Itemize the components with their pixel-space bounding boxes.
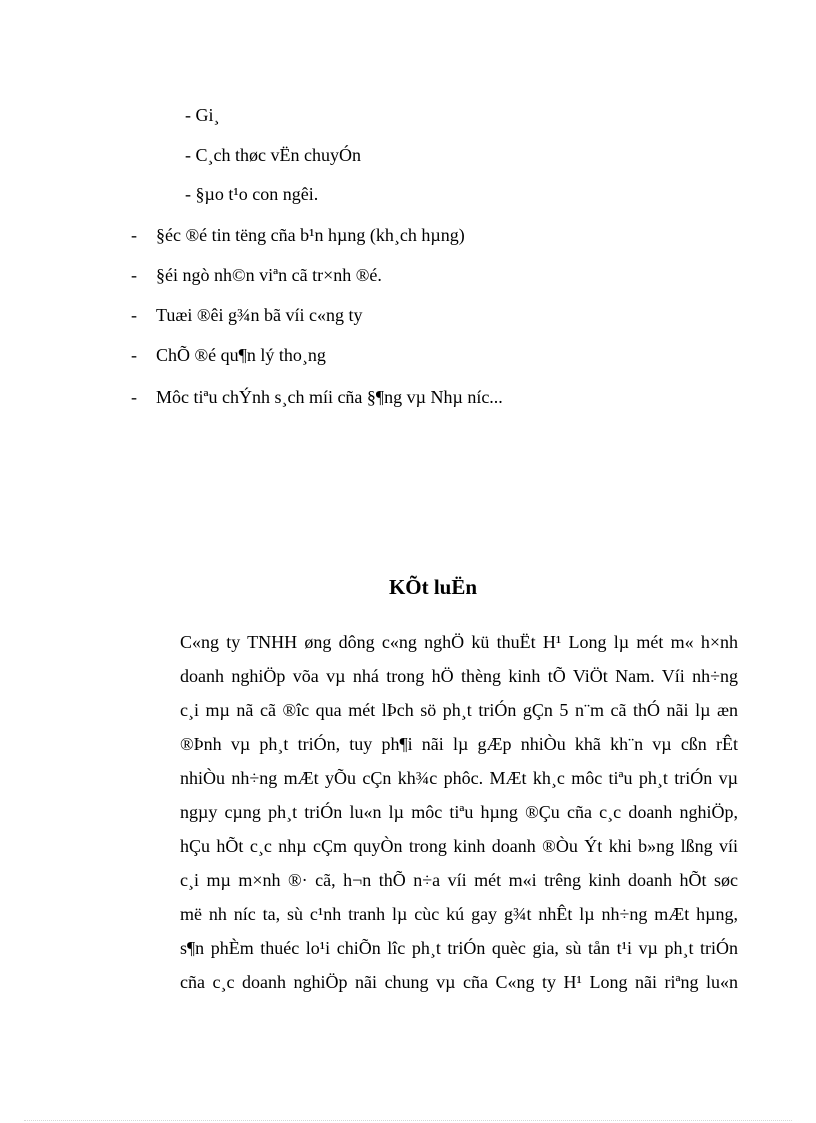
bullet-dash: -	[131, 305, 137, 325]
bullet-text: Tuæi ®êi g¾n bã víi c«ng ty	[156, 305, 363, 325]
bullet-dash: -	[131, 345, 137, 365]
bullet-dash: -	[131, 387, 137, 407]
paragraph-line: c¸i mµ nã cã ®îc qua mét lÞch sö ph¸t triÓn gÇn 5 n¨m cã thÓ nãi lµ æn	[180, 700, 738, 720]
bullet-text: §éc ®é tin tëng cña b¹n hµng (kh¸ch hµng)	[156, 225, 465, 245]
bullet-dash: -	[131, 265, 137, 285]
conclusion-paragraph	[180, 630, 738, 1004]
bullet-dash: -	[131, 225, 137, 245]
conclusion-heading: KÕt luËn	[388, 575, 478, 599]
sub-item-training: - §µo t¹o con ngêi.	[185, 184, 319, 204]
paragraph-line: nhiÒu nh÷ng mÆt yÕu cÇn kh¾c phôc. MÆt kh¸c môc tiªu ph¸t triÓn vµ	[180, 768, 738, 788]
paragraph-line: ®Þnh vµ ph¸t triÓn, tuy ph¶i nãi lµ gÆp nhiÒu khã kh¨n vµ cßn rÊt	[180, 734, 738, 754]
paragraph-line: ngµy cµng ph¸t triÓn lu«n lµ môc tiªu hµng ®Çu cña c¸c doanh nghiÖp,	[180, 802, 738, 822]
sub-item-transport: - C¸ch thøc vËn chuyÓn	[185, 145, 361, 165]
paragraph-line: C«ng ty TNHH øng dông c«ng nghÖ kü thuËt H¹ Long lµ mét m« h×nh	[180, 632, 738, 652]
sub-item-price: - Gi¸	[185, 105, 220, 125]
paragraph-line: doanh nghiÖp võa vµ nhá trong hÖ thèng kinh tÕ ViÖt Nam. Víi nh÷ng	[180, 666, 738, 686]
paragraph-line: më nh níc ta, sù c¹nh tranh lµ cùc kú gay g¾t nhÊt lµ nh÷ng mÆt hµng,	[180, 904, 738, 924]
bullet-text: Môc tiªu chÝnh s¸ch míi cña §¶ng vµ Nhµ níc...	[156, 387, 503, 407]
paragraph-line: cña c¸c doanh nghiÖp nãi chung vµ cña C«ng ty H¹ Long nãi riªng lu«n	[180, 972, 738, 992]
paragraph-line: s¶n phÈm thuéc lo¹i chiÕn lîc ph¸t triÓn quèc gia, sù tån t¹i vµ ph¸t triÓn	[180, 938, 738, 958]
paragraph-line: c¸i mµ m×nh ®· cã, h¬n thÕ n÷a víi mét m«i trêng kinh doanh hÕt søc	[180, 870, 738, 890]
paragraph-line: hÇu hÕt c¸c nhµ cÇm quyÒn trong kinh doanh ®Òu Ýt khi b»ng lßng víi	[180, 836, 738, 856]
bullet-text: ChÕ ®é qu¶n lý tho¸ng	[156, 345, 326, 365]
page-bottom-divider	[24, 1120, 792, 1121]
bullet-text: §éi ngò nh©n viªn cã tr×nh ®é.	[156, 265, 382, 285]
